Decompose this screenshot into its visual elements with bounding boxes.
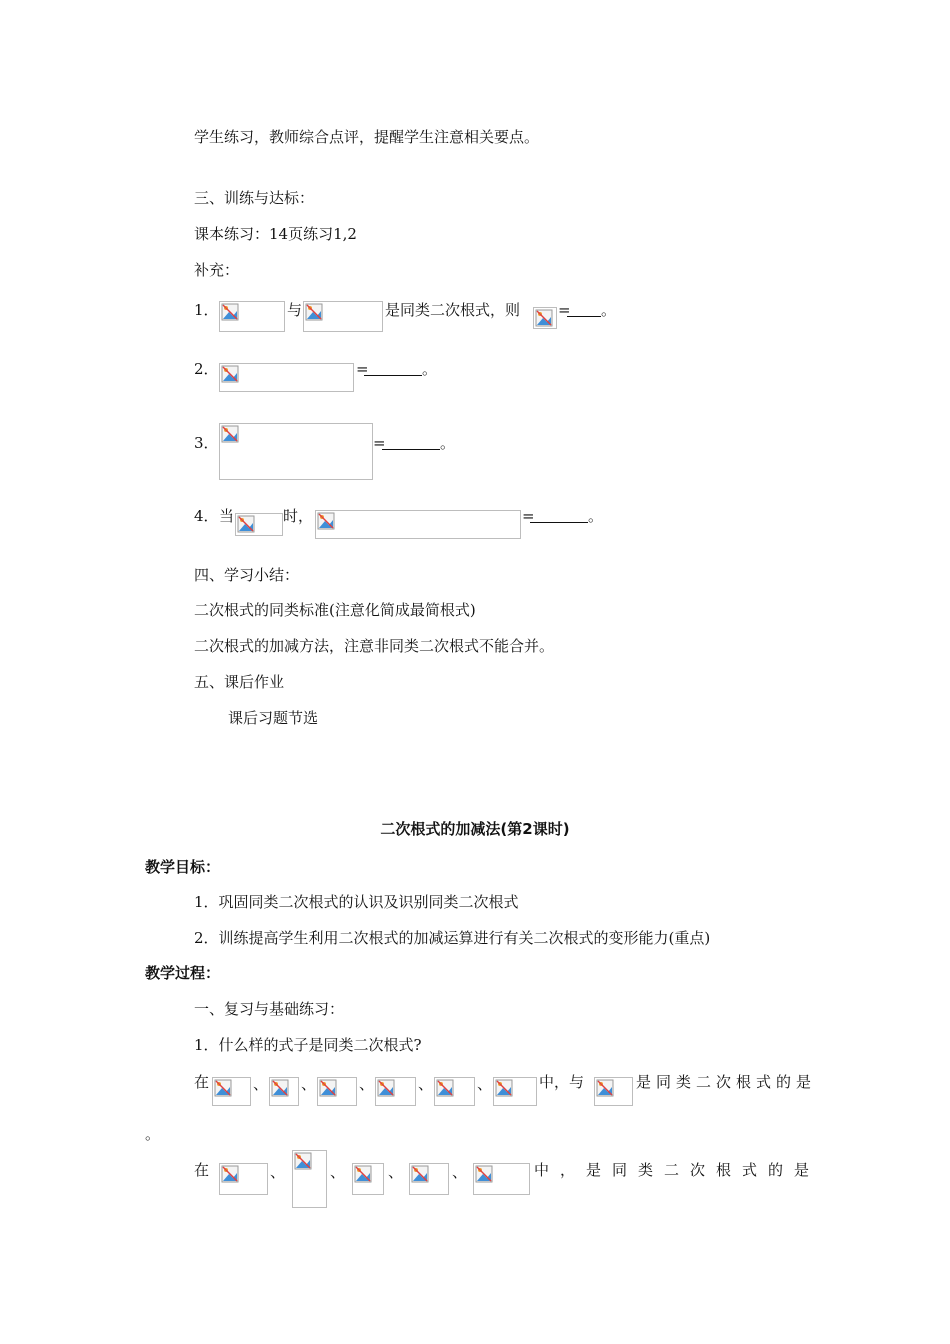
formula-image	[292, 1150, 327, 1208]
broken-image-icon	[475, 1165, 493, 1183]
separator: 、	[452, 1163, 468, 1181]
q2-equals: =	[356, 360, 369, 378]
review-question-1: 1．什么样的式子是同类二次根式?	[194, 1036, 422, 1054]
formula-image	[219, 1163, 268, 1195]
lesson-title: 二次根式的加减法(第2课时)	[380, 820, 570, 838]
line-b-end: 中，是同类二次根式的是	[534, 1161, 821, 1179]
broken-image-icon	[411, 1165, 429, 1183]
separator: 、	[388, 1163, 404, 1181]
separator: 、	[301, 1075, 317, 1093]
line-b-start: 在	[194, 1161, 210, 1179]
review-heading: 一、复习与基础练习：	[194, 1000, 345, 1018]
q4-equals: =	[522, 507, 535, 525]
line-a-end: 是同类二次根式的是	[636, 1073, 817, 1091]
supplement-label: 补充：	[194, 261, 240, 279]
answer-blank	[382, 449, 440, 450]
q4-when: 当	[219, 507, 235, 525]
formula-image	[219, 423, 373, 480]
formula-image	[375, 1077, 416, 1106]
q3-end: 。	[440, 434, 456, 452]
q2-end: 。	[422, 360, 438, 378]
formula-image	[409, 1163, 449, 1195]
formula-image	[317, 1077, 357, 1106]
process-label: 教学过程：	[145, 964, 221, 982]
formula-image	[533, 307, 557, 329]
separator: 、	[270, 1163, 286, 1181]
homework-item: 课后习题节选	[228, 709, 319, 727]
separator: 、	[418, 1075, 434, 1093]
broken-image-icon	[317, 512, 335, 530]
q4-shi: 时，	[283, 507, 314, 525]
broken-image-icon	[535, 309, 553, 327]
q1-tail: 是同类二次根式，则	[385, 301, 521, 319]
separator: 、	[359, 1075, 375, 1093]
q3-equals: =	[373, 434, 386, 452]
answer-blank	[364, 375, 422, 376]
q4-number: 4．	[194, 507, 219, 525]
q1-with: 与	[287, 301, 303, 319]
summary-line-2: 二次根式的加减方法，注意非同类二次根式不能合并。	[194, 637, 555, 655]
answer-blank	[530, 522, 588, 523]
broken-image-icon	[221, 303, 239, 321]
broken-image-icon	[354, 1165, 372, 1183]
broken-image-icon	[221, 365, 239, 383]
section3-heading: 三、训练与达标：	[194, 189, 315, 207]
broken-image-icon	[596, 1079, 614, 1097]
broken-image-icon	[377, 1079, 395, 1097]
formula-image	[493, 1077, 537, 1106]
broken-image-icon	[221, 1165, 239, 1183]
line-a-mid: 中，与	[539, 1073, 585, 1091]
separator: 、	[477, 1075, 493, 1093]
separator: 、	[253, 1075, 269, 1093]
goal-2: 2．训练提高学生利用二次根式的加减运算进行有关二次根式的变形能力(重点)	[194, 929, 711, 947]
broken-image-icon	[319, 1079, 337, 1097]
formula-image	[212, 1077, 251, 1106]
q1-end: 。	[601, 301, 617, 319]
q1-equals: =	[558, 301, 571, 319]
section4-heading: 四、学习小结：	[194, 566, 300, 584]
formula-image	[315, 510, 521, 539]
formula-image	[303, 301, 383, 332]
broken-image-icon	[214, 1079, 232, 1097]
summary-line-1: 二次根式的同类标准(注意化简成最简根式)	[194, 601, 476, 619]
broken-image-icon	[271, 1079, 289, 1097]
formula-image	[219, 301, 285, 332]
broken-image-icon	[436, 1079, 454, 1097]
goal-1: 1．巩固同类二次根式的认识及识别同类二次根式	[194, 893, 519, 911]
q1-number: 1．	[194, 301, 219, 319]
line-a-tail: 。	[145, 1125, 161, 1143]
separator: 、	[330, 1163, 346, 1181]
formula-image	[434, 1077, 475, 1106]
textbook-exercise: 课本练习：14页练习1,2	[194, 225, 357, 243]
intro-line: 学生练习，教师综合点评，提醒学生注意相关要点。	[194, 128, 540, 146]
formula-image	[235, 513, 283, 536]
q3-number: 3．	[194, 434, 219, 452]
broken-image-icon	[305, 303, 323, 321]
formula-image	[352, 1163, 384, 1195]
formula-image	[219, 363, 354, 392]
q2-number: 2．	[194, 360, 219, 378]
formula-image	[594, 1077, 633, 1106]
broken-image-icon	[294, 1152, 312, 1170]
broken-image-icon	[495, 1079, 513, 1097]
section5-heading: 五、课后作业	[194, 673, 285, 691]
formula-image	[269, 1077, 299, 1106]
q4-end: 。	[588, 507, 604, 525]
formula-image	[473, 1163, 530, 1195]
broken-image-icon	[221, 425, 239, 443]
line-a-start: 在	[194, 1073, 210, 1091]
goals-label: 教学目标：	[145, 858, 221, 876]
answer-blank	[567, 316, 601, 317]
broken-image-icon	[237, 515, 255, 533]
